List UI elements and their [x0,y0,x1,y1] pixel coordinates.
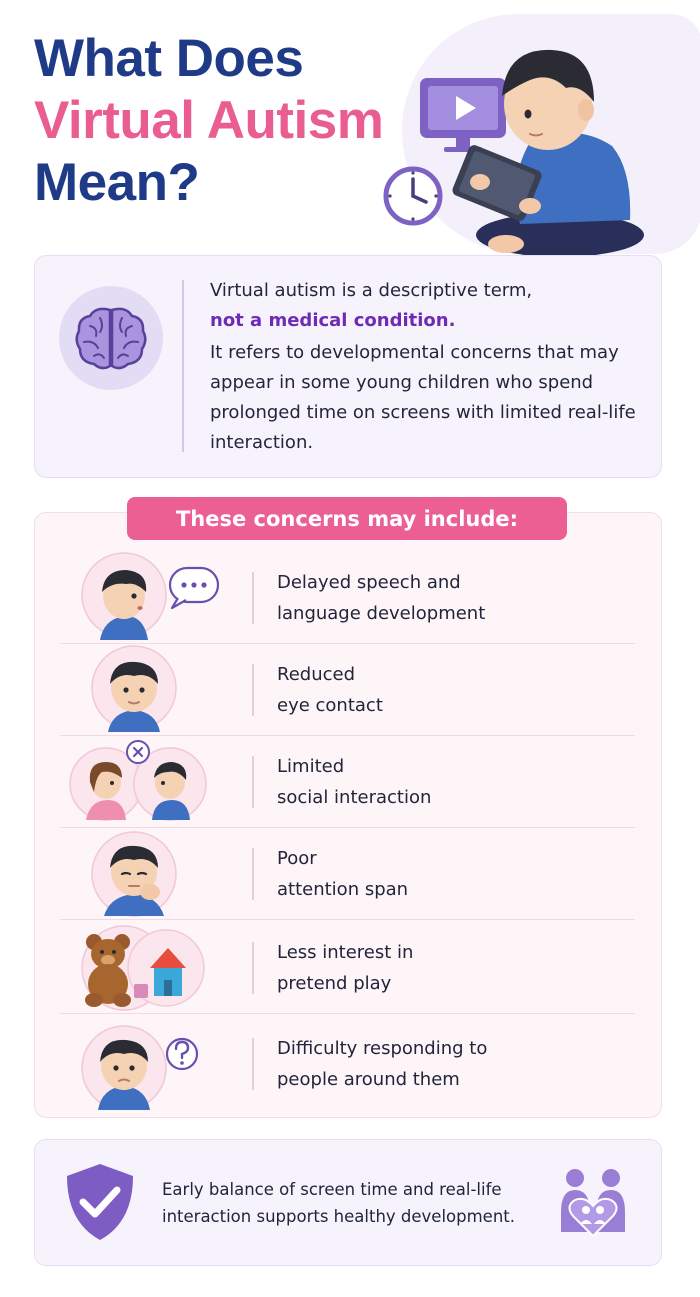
title-line-3: Mean? [34,153,200,212]
concern-label [277,659,383,721]
bored-child-icon [60,828,240,920]
intro-body: It refers to developmental concerns that may appear in some young children who spend prolonged time on screens with limited real-life interaction. [210,342,636,453]
footer-text [162,1176,552,1230]
brain-icon [72,304,150,372]
child-face-icon [60,644,240,736]
concern-row-eye-contact [60,644,635,736]
row-divider [252,942,254,994]
no-interaction-icon [60,736,240,828]
shield-check-icon [61,1160,139,1244]
concern-line-1: Limited [277,756,345,777]
concern-row-social [60,736,635,828]
clock-icon [386,169,440,223]
title-line-2: Virtual Autism [34,91,384,150]
concerns-heading: These concerns may include: [127,497,567,540]
concern-row-speech [60,552,635,644]
concern-line-2: social interaction [277,787,432,808]
concern-row-responding [60,1018,635,1110]
family-heart-icon [553,1162,633,1242]
concern-line-1: Delayed speech and [277,572,461,593]
concern-row-pretend-play [60,922,635,1014]
intro-line-1: Virtual autism is a descriptive term, [210,280,533,301]
concern-line-2: pretend play [277,973,392,994]
row-separator [60,1013,635,1014]
concern-line-1: Poor [277,848,317,869]
concern-line-2: eye contact [277,695,383,716]
intro-divider [182,280,184,452]
concern-line-1: Difficulty responding to [277,1038,488,1059]
concern-line-1: Reduced [277,664,356,685]
row-divider [252,848,254,900]
concern-line-1: Less interest in [277,942,414,963]
concern-row-attention [60,828,635,920]
footer-line-1: Early balance of screen time and real-life [162,1180,502,1199]
intro-emphasis: not a medical condition. [210,310,456,331]
row-separator [60,919,635,920]
footer-card [34,1139,662,1266]
concern-label [277,1033,487,1095]
intro-card [34,255,662,478]
page-title [34,28,383,214]
header [0,0,700,250]
concern-label [277,751,431,813]
concern-label [277,937,413,999]
brain-icon-circle [59,286,163,390]
concern-line-2: attention span [277,879,409,900]
concern-label [277,567,485,629]
child-with-tablet-illustration [380,30,670,260]
row-divider [252,756,254,808]
row-divider [252,572,254,624]
question-mark-icon [60,1018,240,1110]
intro-text [210,276,650,458]
concern-label [277,843,408,905]
row-divider [252,1038,254,1090]
concern-line-2: people around them [277,1069,460,1090]
teddy-bear-icon [60,922,240,1014]
video-monitor-icon [420,78,506,152]
footer-line-2: interaction supports healthy development. [162,1207,516,1226]
speech-bubble-icon [60,552,240,644]
concern-line-2: language development [277,603,486,624]
title-line-1: What Does [34,29,304,88]
row-divider [252,664,254,716]
